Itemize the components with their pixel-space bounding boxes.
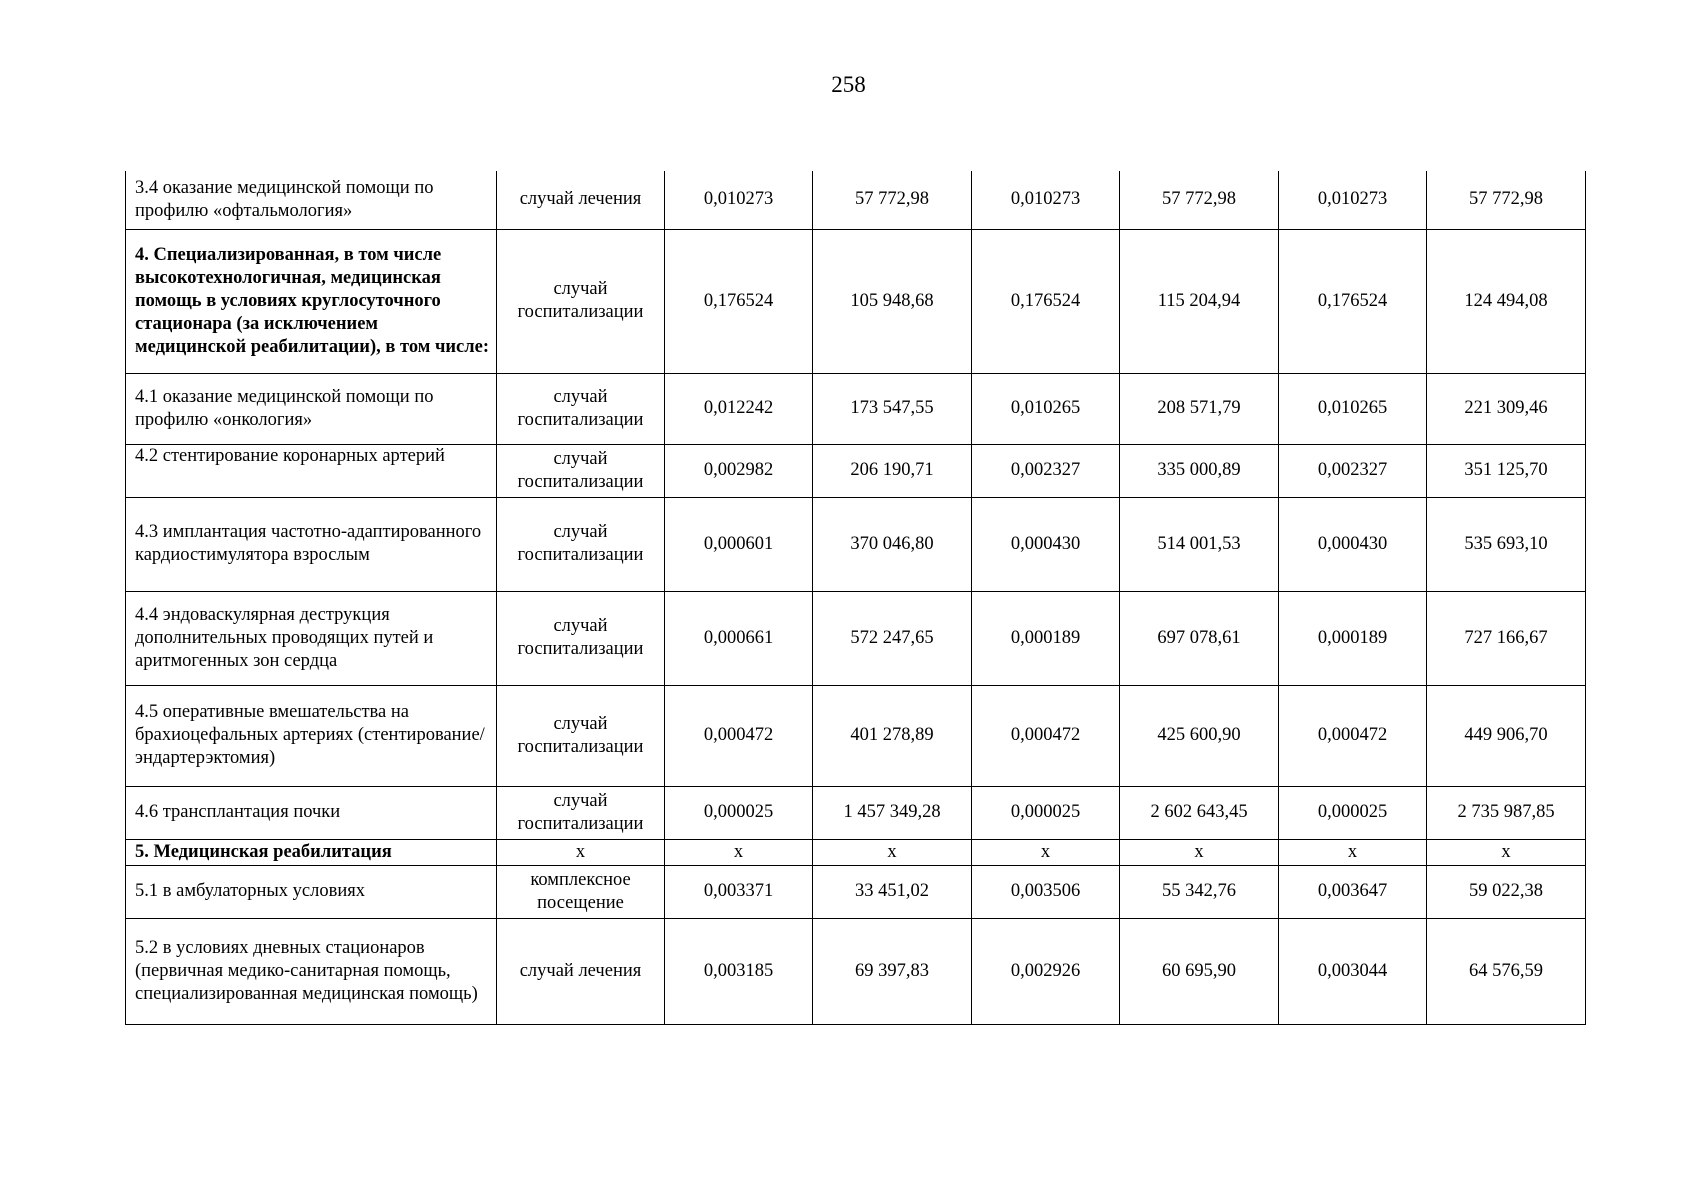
page-number: 258	[831, 72, 866, 97]
value-cell: 69 397,83	[813, 918, 972, 1024]
value-cell: 0,002327	[1279, 444, 1427, 497]
value-cell: 0,000472	[1279, 685, 1427, 786]
value-cell: 401 278,89	[813, 685, 972, 786]
value-cell: 105 948,68	[813, 229, 972, 373]
value-cell: 0,010265	[972, 373, 1120, 444]
row-unit: случай госпитализации	[497, 373, 665, 444]
value-cell: 0,000430	[972, 497, 1120, 591]
value-cell: 535 693,10	[1427, 497, 1586, 591]
value-cell: 0,176524	[665, 229, 813, 373]
value-cell: 572 247,65	[813, 591, 972, 685]
row-name: 4.3 имплантация частотно-адаптированного кардиостимулятора взрослым	[126, 497, 497, 591]
row-unit: случай лечения	[497, 171, 665, 229]
row-name: 4. Специализированная, в том числе высокотехнологичная, медицинская помощь в условиях круглосуточного стационара (за исключением медицинской реабилитации), в том числе:	[126, 229, 497, 373]
table-row	[126, 591, 1586, 685]
value-cell: 351 125,70	[1427, 444, 1586, 497]
value-cell: 115 204,94	[1120, 229, 1279, 373]
table-row	[126, 171, 1586, 229]
value-cell: 0,003044	[1279, 918, 1427, 1024]
value-cell: 0,000472	[665, 685, 813, 786]
value-cell: 0,000472	[972, 685, 1120, 786]
row-unit: случай госпитализации	[497, 229, 665, 373]
value-cell: 0,012242	[665, 373, 813, 444]
value-cell: 0,000025	[1279, 786, 1427, 839]
value-cell: 370 046,80	[813, 497, 972, 591]
value-cell: 124 494,08	[1427, 229, 1586, 373]
value-cell: 449 906,70	[1427, 685, 1586, 786]
row-name: 3.4 оказание медицинской помощи по профилю «офтальмология»	[126, 171, 497, 229]
value-cell: 60 695,90	[1120, 918, 1279, 1024]
value-cell: х	[1120, 839, 1279, 865]
value-cell: 59 022,38	[1427, 865, 1586, 918]
value-cell: 0,010273	[665, 171, 813, 229]
value-cell: 33 451,02	[813, 865, 972, 918]
value-cell: 425 600,90	[1120, 685, 1279, 786]
row-unit: случай госпитализации	[497, 444, 665, 497]
table-row	[126, 685, 1586, 786]
table-row	[126, 865, 1586, 918]
value-cell: 57 772,98	[1427, 171, 1586, 229]
row-name: 5. Медицинская реабилитация	[126, 839, 497, 865]
row-unit: случай госпитализации	[497, 786, 665, 839]
value-cell: 0,000025	[665, 786, 813, 839]
value-cell: 0,002982	[665, 444, 813, 497]
value-cell: 697 078,61	[1120, 591, 1279, 685]
value-cell: 57 772,98	[813, 171, 972, 229]
value-cell: 0,176524	[972, 229, 1120, 373]
table-row	[126, 444, 1586, 497]
row-name: 4.2 стентирование коронарных артерий	[126, 444, 497, 497]
value-cell: 0,003506	[972, 865, 1120, 918]
row-name: 4.5 оперативные вмешательства на брахиоцефальных артериях (стентирование/эндартерэктомия)	[126, 685, 497, 786]
row-name: 5.2 в условиях дневных стационаров (первичная медико-санитарная помощь, специализированная медицинская помощь)	[126, 918, 497, 1024]
value-cell: 335 000,89	[1120, 444, 1279, 497]
table-row	[126, 373, 1586, 444]
value-cell: 0,002926	[972, 918, 1120, 1024]
row-name: 4.6 трансплантация почки	[126, 786, 497, 839]
row-unit: случай госпитализации	[497, 497, 665, 591]
value-cell: 55 342,76	[1120, 865, 1279, 918]
value-cell: 0,003371	[665, 865, 813, 918]
value-cell: 208 571,79	[1120, 373, 1279, 444]
row-unit: случай лечения	[497, 918, 665, 1024]
row-unit: случай госпитализации	[497, 685, 665, 786]
value-cell: 0,000025	[972, 786, 1120, 839]
table-row	[126, 497, 1586, 591]
row-unit: х	[497, 839, 665, 865]
value-cell: 0,000189	[972, 591, 1120, 685]
value-cell: 0,000189	[1279, 591, 1427, 685]
value-cell: 0,002327	[972, 444, 1120, 497]
value-cell: 0,003185	[665, 918, 813, 1024]
value-cell: 0,010273	[972, 171, 1120, 229]
value-cell: х	[665, 839, 813, 865]
data-table	[125, 171, 1586, 1025]
row-unit: случай госпитализации	[497, 591, 665, 685]
value-cell: х	[1279, 839, 1427, 865]
value-cell: 0,000661	[665, 591, 813, 685]
value-cell: х	[1427, 839, 1586, 865]
value-cell: 64 576,59	[1427, 918, 1586, 1024]
value-cell: 173 547,55	[813, 373, 972, 444]
value-cell: 0,010265	[1279, 373, 1427, 444]
value-cell: 0,000601	[665, 497, 813, 591]
value-cell: 0,003647	[1279, 865, 1427, 918]
table-row	[126, 839, 1586, 865]
value-cell: 2 735 987,85	[1427, 786, 1586, 839]
row-name: 4.4 эндоваскулярная деструкция дополнительных проводящих путей и аритмогенных зон сердца	[126, 591, 497, 685]
row-name: 4.1 оказание медицинской помощи по профилю «онкология»	[126, 373, 497, 444]
row-name: 5.1 в амбулаторных условиях	[126, 865, 497, 918]
value-cell: 2 602 643,45	[1120, 786, 1279, 839]
value-cell: 514 001,53	[1120, 497, 1279, 591]
value-cell: 0,176524	[1279, 229, 1427, 373]
value-cell: 0,000430	[1279, 497, 1427, 591]
table-row	[126, 918, 1586, 1024]
value-cell: 1 457 349,28	[813, 786, 972, 839]
value-cell: х	[972, 839, 1120, 865]
table-row	[126, 786, 1586, 839]
value-cell: 206 190,71	[813, 444, 972, 497]
value-cell: 727 166,67	[1427, 591, 1586, 685]
value-cell: 221 309,46	[1427, 373, 1586, 444]
value-cell: х	[813, 839, 972, 865]
value-cell: 57 772,98	[1120, 171, 1279, 229]
value-cell: 0,010273	[1279, 171, 1427, 229]
row-unit: комплексное посещение	[497, 865, 665, 918]
table-row	[126, 229, 1586, 373]
